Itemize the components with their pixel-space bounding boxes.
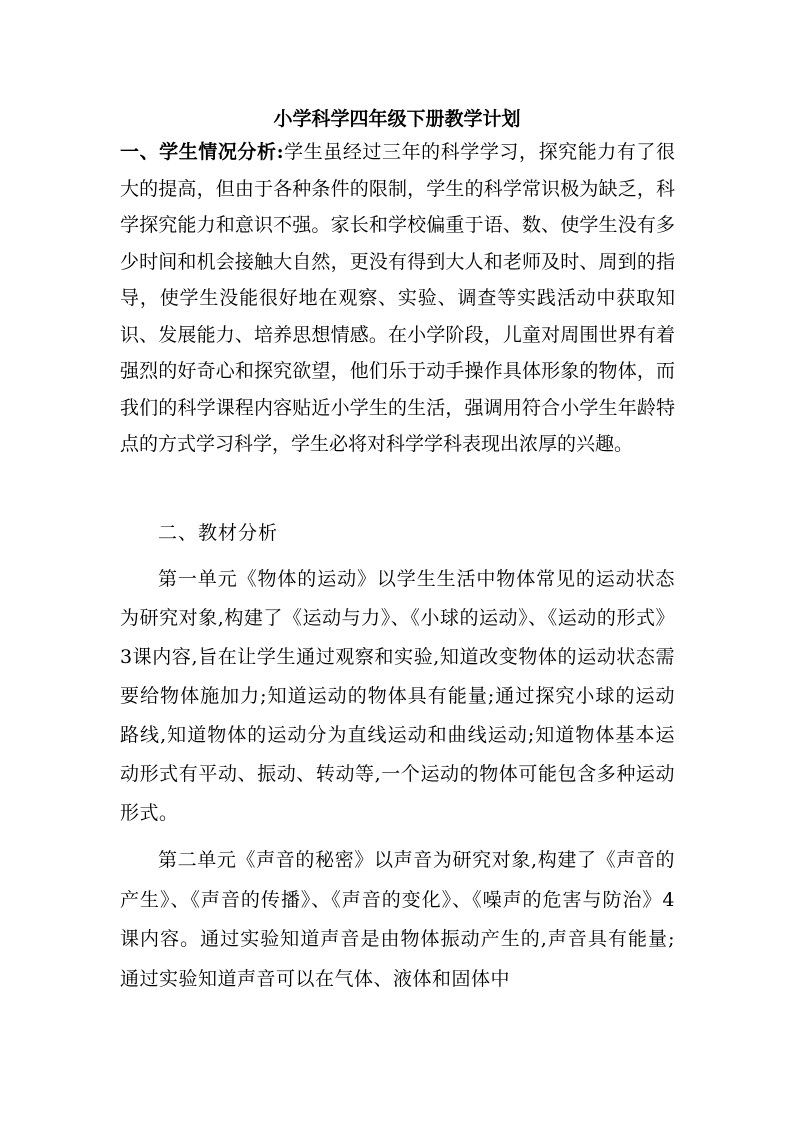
student-analysis-section <box>120 134 675 463</box>
paragraph-unit-2: 第二单元《声音的秘密》以声音为研究对象,构建了《声音的产生》、《声音的传播》、《声音的变化》、《噪声的危害与防治》4课内容。通过实验知道声音是由物体振动产生的,声音具有能量;通过实验知道声音可以在气体、液体和固体中 <box>120 849 675 990</box>
student-analysis-heading: 一、学生情况分析: <box>120 141 284 163</box>
document-title: 小学科学四年级下册教学计划 <box>273 108 521 130</box>
student-analysis-body: 学生虽经过三年的科学学习，探究能力有了很大的提高，但由于各种条件的限制，学生的科学常识极为缺乏，科学探究能力和意识不强。家长和学校偏重于语、数、使学生没有多少时间和机会接触大自然，更没有得到大人和老师及时、周到的指导，使学生没能很好地在观察、实验、调查等实践活动中获取知识、发展能力、培养思想情感。在小学阶段，儿童对周围世界有着强烈的好奇心和探究欲望，他们乐于动手操作具体形象的物体，而我们的科学课程内容贴近小学生的生活，强调用符合小学生年龄特点的方式学习科学，学生必将对科学学科表现出浓厚的兴趣。 <box>120 141 675 455</box>
textbook-analysis-heading: 二、教材分析 <box>158 522 279 544</box>
paragraph-unit-1: 第一单元《物体的运动》以学生生活中物体常见的运动状态为研究对象,构建了《运动与力》、《小球的运动》、《运动的形式》3课内容,旨在让学生通过观察和实验,知道改变物体的运动状态需要给物体施加力;知道运动的物体具有能量;通过探究小球的运动路线,知道物体的运动分为直线运动和曲线运动;知道物体基本运动形式有平动、振动、转动等,一个运动的物体可能包含多种运动形式。 <box>120 568 675 824</box>
